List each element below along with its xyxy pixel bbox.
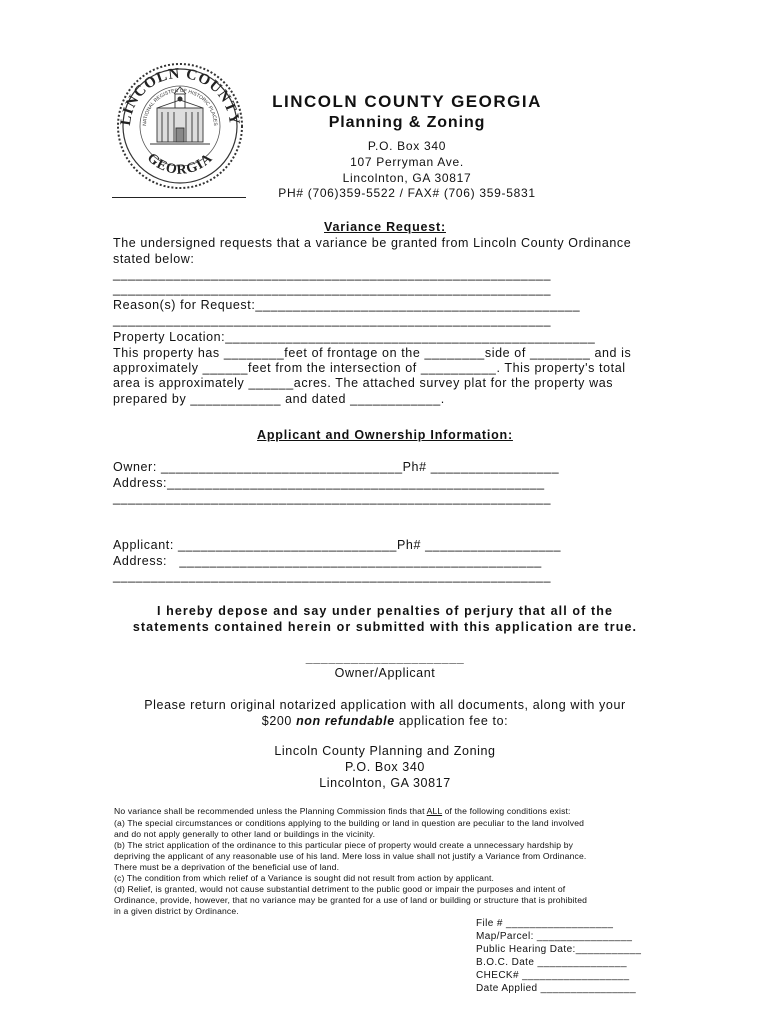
ordinance-field[interactable]: __________________________________________________________ (113, 267, 552, 281)
department-title: Planning & Zoning (328, 114, 486, 131)
header-address-line: Lincolnton, GA 30817 (342, 171, 472, 185)
county-seal-logo (112, 56, 246, 198)
svg-text:LINCOLN COUNTY: LINCOLN COUNTY (117, 65, 243, 127)
condition-line: and do not apply generally to other land or buildings in the vicinity. (114, 829, 376, 839)
applicant-field[interactable]: Applicant: _____________________________Ph# __________________ (113, 538, 562, 552)
date-applied-field[interactable]: Date Applied ________________ (476, 983, 637, 994)
owner-address-field[interactable]: __________________________________________________________ (113, 491, 552, 505)
ordinance-field[interactable]: __________________________________________________________ (113, 282, 552, 296)
ownership-heading: Applicant and Ownership Information: (257, 428, 513, 442)
applicant-address-field[interactable]: Address: ________________________________________________ (113, 554, 542, 568)
fee-amount: $200 (261, 714, 297, 728)
conditions-all: ALL (426, 806, 443, 816)
property-paragraph: prepared by ____________ and dated ____________. (113, 392, 445, 406)
owner-address-field[interactable]: Address:__________________________________________________ (113, 476, 545, 490)
file-number-field[interactable]: File # __________________ (476, 918, 614, 929)
condition-line: (d) Relief, is granted, would not cause substantial detriment to the public good or impair the purposes and intent of (114, 884, 566, 894)
public-hearing-date-field[interactable]: Public Hearing Date:___________ (476, 944, 642, 955)
fee-line (0, 714, 770, 728)
condition-line: (a) The special circumstances or conditions applying to the building or land in question are peculiar to the land involved (114, 818, 585, 828)
seal-icon (112, 56, 246, 196)
owner-field[interactable]: Owner: ________________________________Ph# _________________ (113, 460, 560, 474)
variance-intro: The undersigned requests that a variance be granted from Lincoln County Ordinance (113, 236, 632, 250)
check-number-field[interactable]: CHECK# __________________ (476, 970, 630, 981)
boc-date-field[interactable]: B.O.C. Date _______________ (476, 957, 627, 968)
conditions-intro-text: No variance shall be recommended unless the Planning Commission finds that (114, 806, 427, 816)
perjury-statement: statements contained herein or submitted with this application are true. (132, 620, 638, 634)
signature-label: Owner/Applicant (334, 666, 436, 680)
conditions-intro-text: of the following conditions exist: (442, 806, 571, 816)
conditions-intro (114, 806, 654, 817)
fee-suffix: application fee to: (394, 714, 509, 728)
mail-to-line: Lincolnton, GA 30817 (319, 776, 451, 790)
condition-line: (b) The strict application of the ordinance to this particular piece of property would create a unnecessary hardship by (114, 840, 574, 850)
applicant-address-field[interactable]: __________________________________________________________ (113, 569, 552, 583)
property-paragraph: area is approximately ______acres. The attached survey plat for the property was (113, 376, 614, 390)
condition-line: depriving the applicant of any reasonable use of his land. Mere loss in value shall not justify a Variance from Ordinance. (114, 851, 587, 861)
header-address-line: P.O. Box 340 (367, 139, 447, 153)
signature-line[interactable]: _____________________ (305, 651, 465, 665)
reason-field[interactable]: Reason(s) for Request:___________________________________________ (113, 298, 581, 312)
map-parcel-field[interactable]: Map/Parcel: ________________ (476, 931, 633, 942)
svg-text:GEORGIA: GEORGIA (143, 150, 217, 178)
condition-line: There must be a deprivation of the beneficial use of land. (114, 862, 340, 872)
return-instructions: Please return original notarized application with all documents, along with your (144, 698, 626, 712)
county-title: LINCOLN COUNTY GEORGIA (272, 92, 542, 111)
fee-emphasis: non refundable (296, 714, 395, 728)
reason-field[interactable]: __________________________________________________________ (113, 313, 552, 327)
header-address-line: 107 Perryman Ave. (350, 155, 464, 169)
property-paragraph: This property has ________feet of frontage on the ________side of ________ and is (113, 346, 632, 360)
condition-line: (c) The condition from which relief of a Variance is sought did not result from action by applicant. (114, 873, 495, 883)
property-paragraph: approximately ______feet from the intersection of __________. This property's total (113, 361, 626, 375)
variance-intro: stated below: (113, 252, 195, 266)
condition-line: Ordinance, provide, however, that no variance may be granted for a use of land or building or structure that is prohibited (114, 895, 588, 905)
condition-line: in a given district by Ordinance. (114, 906, 239, 916)
variance-heading: Variance Request: (324, 220, 446, 234)
property-location-field[interactable]: Property Location:_________________________________________________ (113, 330, 596, 344)
svg-text:NATIONAL REGISTER OF HISTORIC: NATIONAL REGISTER OF HISTORIC PLACES (141, 87, 219, 126)
mail-to-line: P.O. Box 340 (345, 760, 425, 774)
header-phone-line: PH# (706)359-5522 / FAX# (706) 359-5831 (278, 186, 536, 200)
mail-to-line: Lincoln County Planning and Zoning (274, 744, 496, 758)
perjury-statement: I hereby depose and say under penalties of perjury that all of the (156, 604, 614, 618)
